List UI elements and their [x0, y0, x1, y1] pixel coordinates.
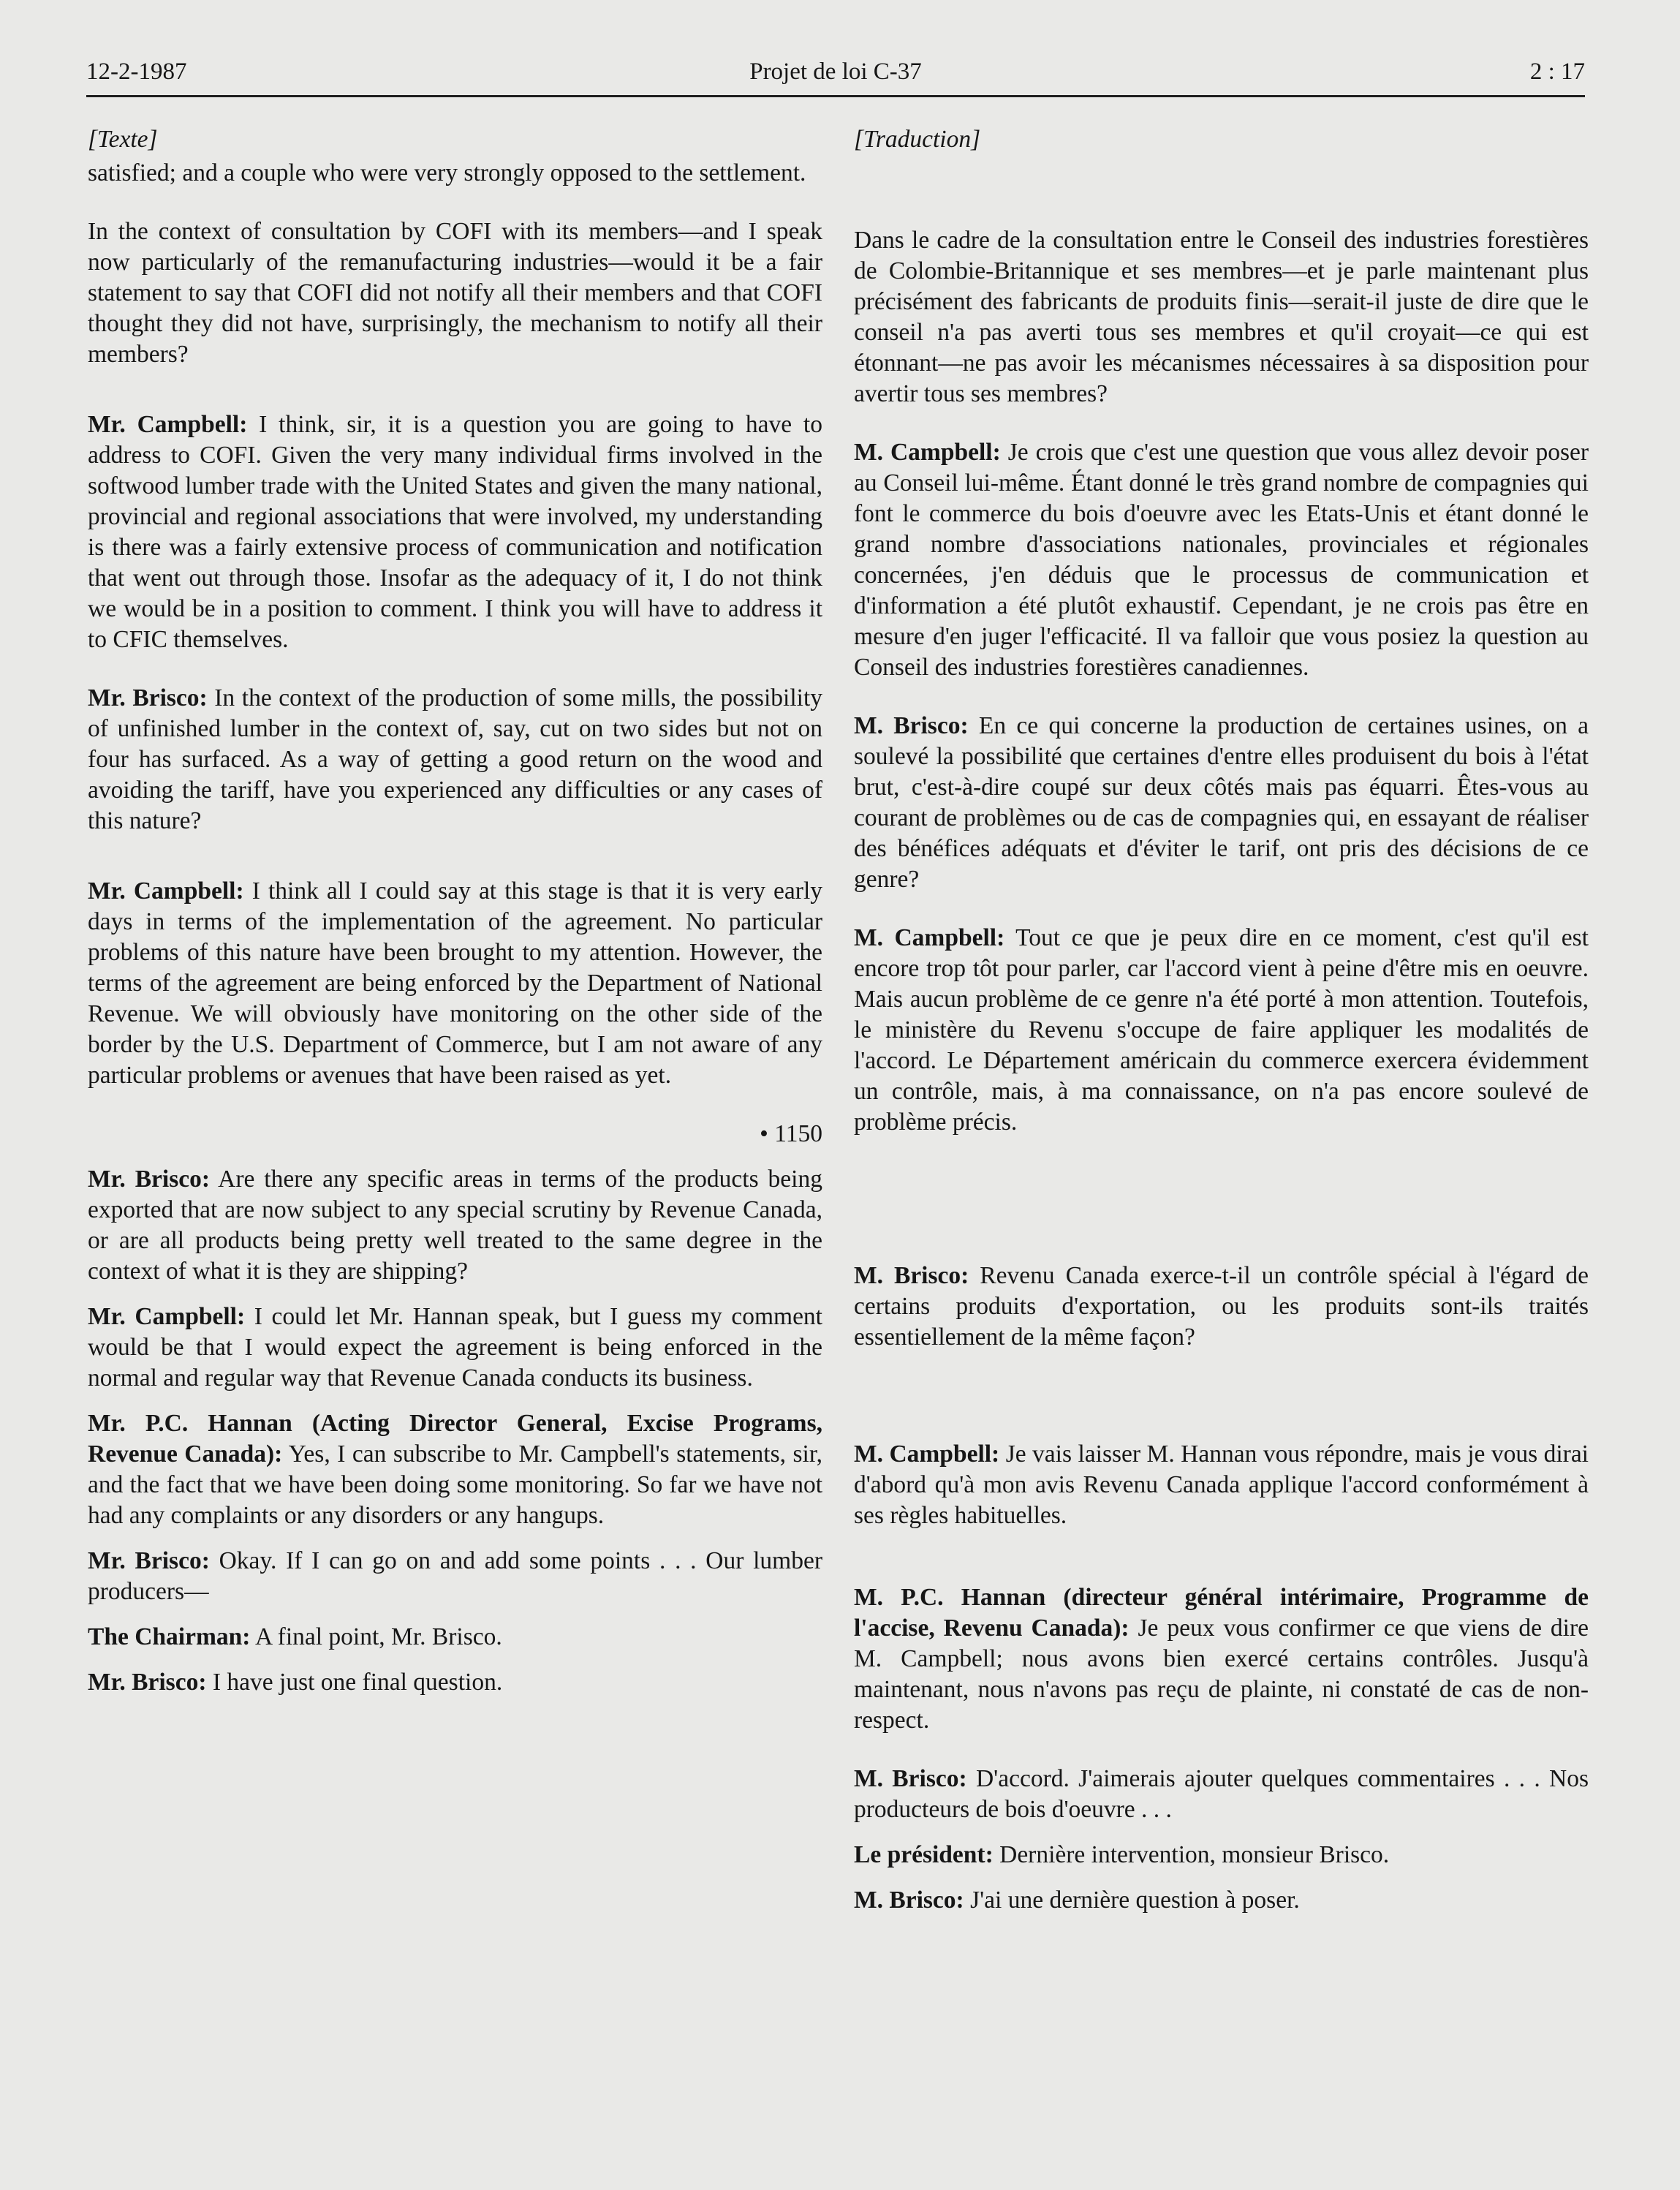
paragraph	[854, 1261, 1589, 1353]
speaker-name: Mr. Brisco:	[88, 1166, 211, 1193]
paragraph	[854, 1840, 1589, 1870]
paragraph-text: In the context of consultation by COFI with its members—and I speak now particularly of the remanufacturing industries—would it be a fair statement to say that COFI did not notify all their members and that COFI thought they did not have, surprisingly, the mechanism to notify all their members?	[88, 218, 822, 368]
column-label-traduction: [Traduction]	[854, 126, 981, 153]
paragraph	[854, 711, 1589, 895]
paragraph	[854, 1582, 1589, 1736]
speaker-name: Mr. Brisco:	[88, 684, 208, 711]
paragraph	[854, 1439, 1589, 1531]
paragraph-text: D'accord. J'aimerais ajouter quelques commentaires . . . Nos producteurs de bois d'oeuvre . . .	[854, 1765, 1589, 1823]
paragraph-text: Are there any specific areas in terms of the products being exported that are now subject to any special scrutiny by Revenue Canada, or are all products being pretty well treated to the same degree in the context of what it is they are shipping?	[88, 1166, 822, 1285]
paragraph	[854, 1885, 1589, 1916]
speaker-name: Mr. Brisco:	[88, 1547, 210, 1574]
paragraph	[854, 923, 1589, 1138]
paragraph	[88, 1302, 822, 1394]
page-header	[86, 58, 1585, 95]
paragraph-text: Tout ce que je peux dire en ce moment, c'est qu'il est encore trop tôt pour parler, car l'accord vient à peine d'être mis en oeuvre. Mais aucun problème de ce genre n'a été porté à mon attention. Toutefois, le ministère du Revenu s'occupe de faire appliquer les modalités de l'accord. Le Département américain du commerce exercera évidemment un contrôle, mais, à ma connaissance, on n'a pas encore soulevé de problème précis.	[854, 924, 1589, 1136]
paragraph-text: Je peux vous confirmer ce que viens de dire M. Campbell; nous avons bien exercé certains contrôles. Jusqu'à maintenant, nous n'avons pas reçu de plainte, ni constaté de cas de non-respect.	[854, 1615, 1589, 1734]
speaker-name: Mr. Brisco:	[88, 1669, 207, 1696]
speaker-name: Mr. P.C. Hannan (Acting Director General, Excise Programs, Revenue Canada):	[88, 1410, 822, 1468]
paragraph-text: I think all I could say at this stage is that it is very early days in terms of the implementation of the agreement. No particular problems of this nature have been brought to my attention. However, the terms of the agreement are being enforced by the Department of National Revenue. We will obviously have monitoring on the other side of the border by the U.S. Department of Commerce, but I am not aware of any particular problems or avenues that have been raised as yet.	[88, 877, 823, 1089]
time-marker: • 1150	[760, 1120, 822, 1147]
paragraph-text: I think, sir, it is a question you are going to have to address to COFI. Given the very many individual firms involved in the softwood lumber trade with the United States and given the many national, provincial and regional associations that were involved, my understanding is there was a fairly extensive process of communication and notification that went out through those. Insofar as the adequacy of it, I do not think we would be in a position to comment. I think you will have to address it to CFIC themselves.	[88, 411, 822, 653]
speaker-name: M. Campbell:	[854, 924, 1005, 951]
paragraph	[88, 158, 822, 189]
paragraph-text: Dans le cadre de la consultation entre le Conseil des industries forestières de Colombie-Britannique et ses membres—et je parle maintenant plus précisément des fabricants de produits finis—serait-il juste de dire que le conseil n'a pas averti tous ses membres et qu'il croyait—ce qui est étonnant—ne pas avoir les mécanismes nécessaires à sa disposition pour avertir tous ses membres?	[854, 227, 1589, 407]
header-rule	[86, 95, 1585, 97]
speaker-name: Le président:	[854, 1841, 994, 1868]
paragraph	[88, 1622, 822, 1653]
paragraph-text: Yes, I can subscribe to Mr. Campbell's statements, sir, and the fact that we have been doing some monitoring. So far we have not had any complaints or any disorders or any hangups.	[88, 1441, 823, 1529]
paragraph	[88, 1667, 822, 1698]
paragraph	[88, 409, 822, 655]
paragraph-text: Okay. If I can go on and add some points . . . Our lumber producers—	[88, 1547, 823, 1605]
speaker-name: M. Brisco:	[854, 1262, 969, 1289]
paragraph-text: I have just one final question.	[212, 1669, 503, 1696]
paragraph	[854, 1764, 1589, 1825]
speaker-name: Mr. Campbell:	[88, 1303, 246, 1330]
paragraph-text: Dernière intervention, monsieur Brisco.	[999, 1841, 1390, 1868]
paragraph-text: En ce qui concerne la production de certaines usines, on a soulevé la possibilité que certaines d'entre elles produisent du bois à l'état brut, c'est-à-dire coupé sur deux côtés mais pas équarri. Êtes-vous au courant de problèmes ou de cas de compagnies qui, en essayant de réaliser des bénéfices adéquats et d'éviter le tarif, ont pris des décisions de ce genre?	[854, 712, 1589, 893]
header-page-number: 2 : 17	[1529, 58, 1585, 85]
paragraph-text: satisfied; and a couple who were very strongly opposed to the settlement.	[88, 159, 806, 186]
paragraph-text: Je crois que c'est une question que vous allez devoir poser au Conseil lui-même. Étant donné le très grand nombre de compagnies qui font le commerce du bois d'oeuvre avec les Etats-Unis et étant donné le grand nombre d'associations nationales, provinciales et régionales concernées, j'en déduis que le processus de communication et d'information a été plutôt exhaustif. Cependant, je ne crois pas être en mesure d'en juger l'efficacité. Il va falloir que vous posiez la question au Conseil des industries forestières canadiennes.	[854, 439, 1589, 681]
speaker-name: The Chairman:	[88, 1623, 251, 1650]
speaker-name: Mr. Campbell:	[88, 411, 248, 438]
paragraph	[88, 683, 822, 837]
paragraph	[88, 1164, 822, 1287]
speaker-name: M. Campbell:	[854, 1441, 1000, 1468]
speaker-name: M. Campbell:	[854, 439, 1001, 466]
speaker-name: M. P.C. Hannan (directeur général intérimaire, Programme de l'accise, Revenu Canada):	[854, 1584, 1589, 1642]
paragraph-text: A final point, Mr. Brisco.	[254, 1623, 502, 1650]
paragraph	[88, 1408, 822, 1531]
french-column	[854, 124, 1589, 1916]
header-date: 12-2-1987	[86, 58, 187, 85]
english-column	[88, 124, 822, 1698]
speaker-name: M. Brisco:	[854, 1765, 967, 1792]
speaker-name: M. Brisco:	[854, 1887, 964, 1914]
paragraph	[88, 216, 822, 370]
paragraph	[88, 876, 822, 1091]
paragraph	[88, 1546, 822, 1607]
speaker-name: Mr. Campbell:	[88, 877, 244, 905]
paragraph-text: In the context of the production of some mills, the possibility of unfinished lumber in the context of, say, cut on two sides but not on four has surfaced. As a way of getting a good return on the wood and avoiding the tariff, have you experienced any difficulties or any cases of this nature?	[88, 684, 823, 834]
paragraph-text: I could let Mr. Hannan speak, but I guess my comment would be that I would expect the agreement is being enforced in the normal and regular way that Revenue Canada conducts its business.	[88, 1303, 822, 1392]
speaker-name: M. Brisco:	[854, 712, 969, 739]
paragraph-text: Revenu Canada exerce-t-il un contrôle spécial à l'égard de certains produits d'exportation, ou les produits sont-ils traités essentiellement de la même façon?	[854, 1262, 1589, 1351]
header-title: Projet de loi C-37	[749, 58, 922, 85]
paragraph	[854, 437, 1589, 683]
column-label-texte: [Texte]	[88, 126, 158, 153]
paragraph-text: J'ai une dernière question à poser.	[970, 1887, 1300, 1914]
paragraph-text: Je vais laisser M. Hannan vous répondre, mais je vous dirai d'abord qu'à mon avis Revenu Canada applique l'accord conformément à ses règles habituelles.	[854, 1441, 1589, 1529]
paragraph	[854, 225, 1589, 409]
